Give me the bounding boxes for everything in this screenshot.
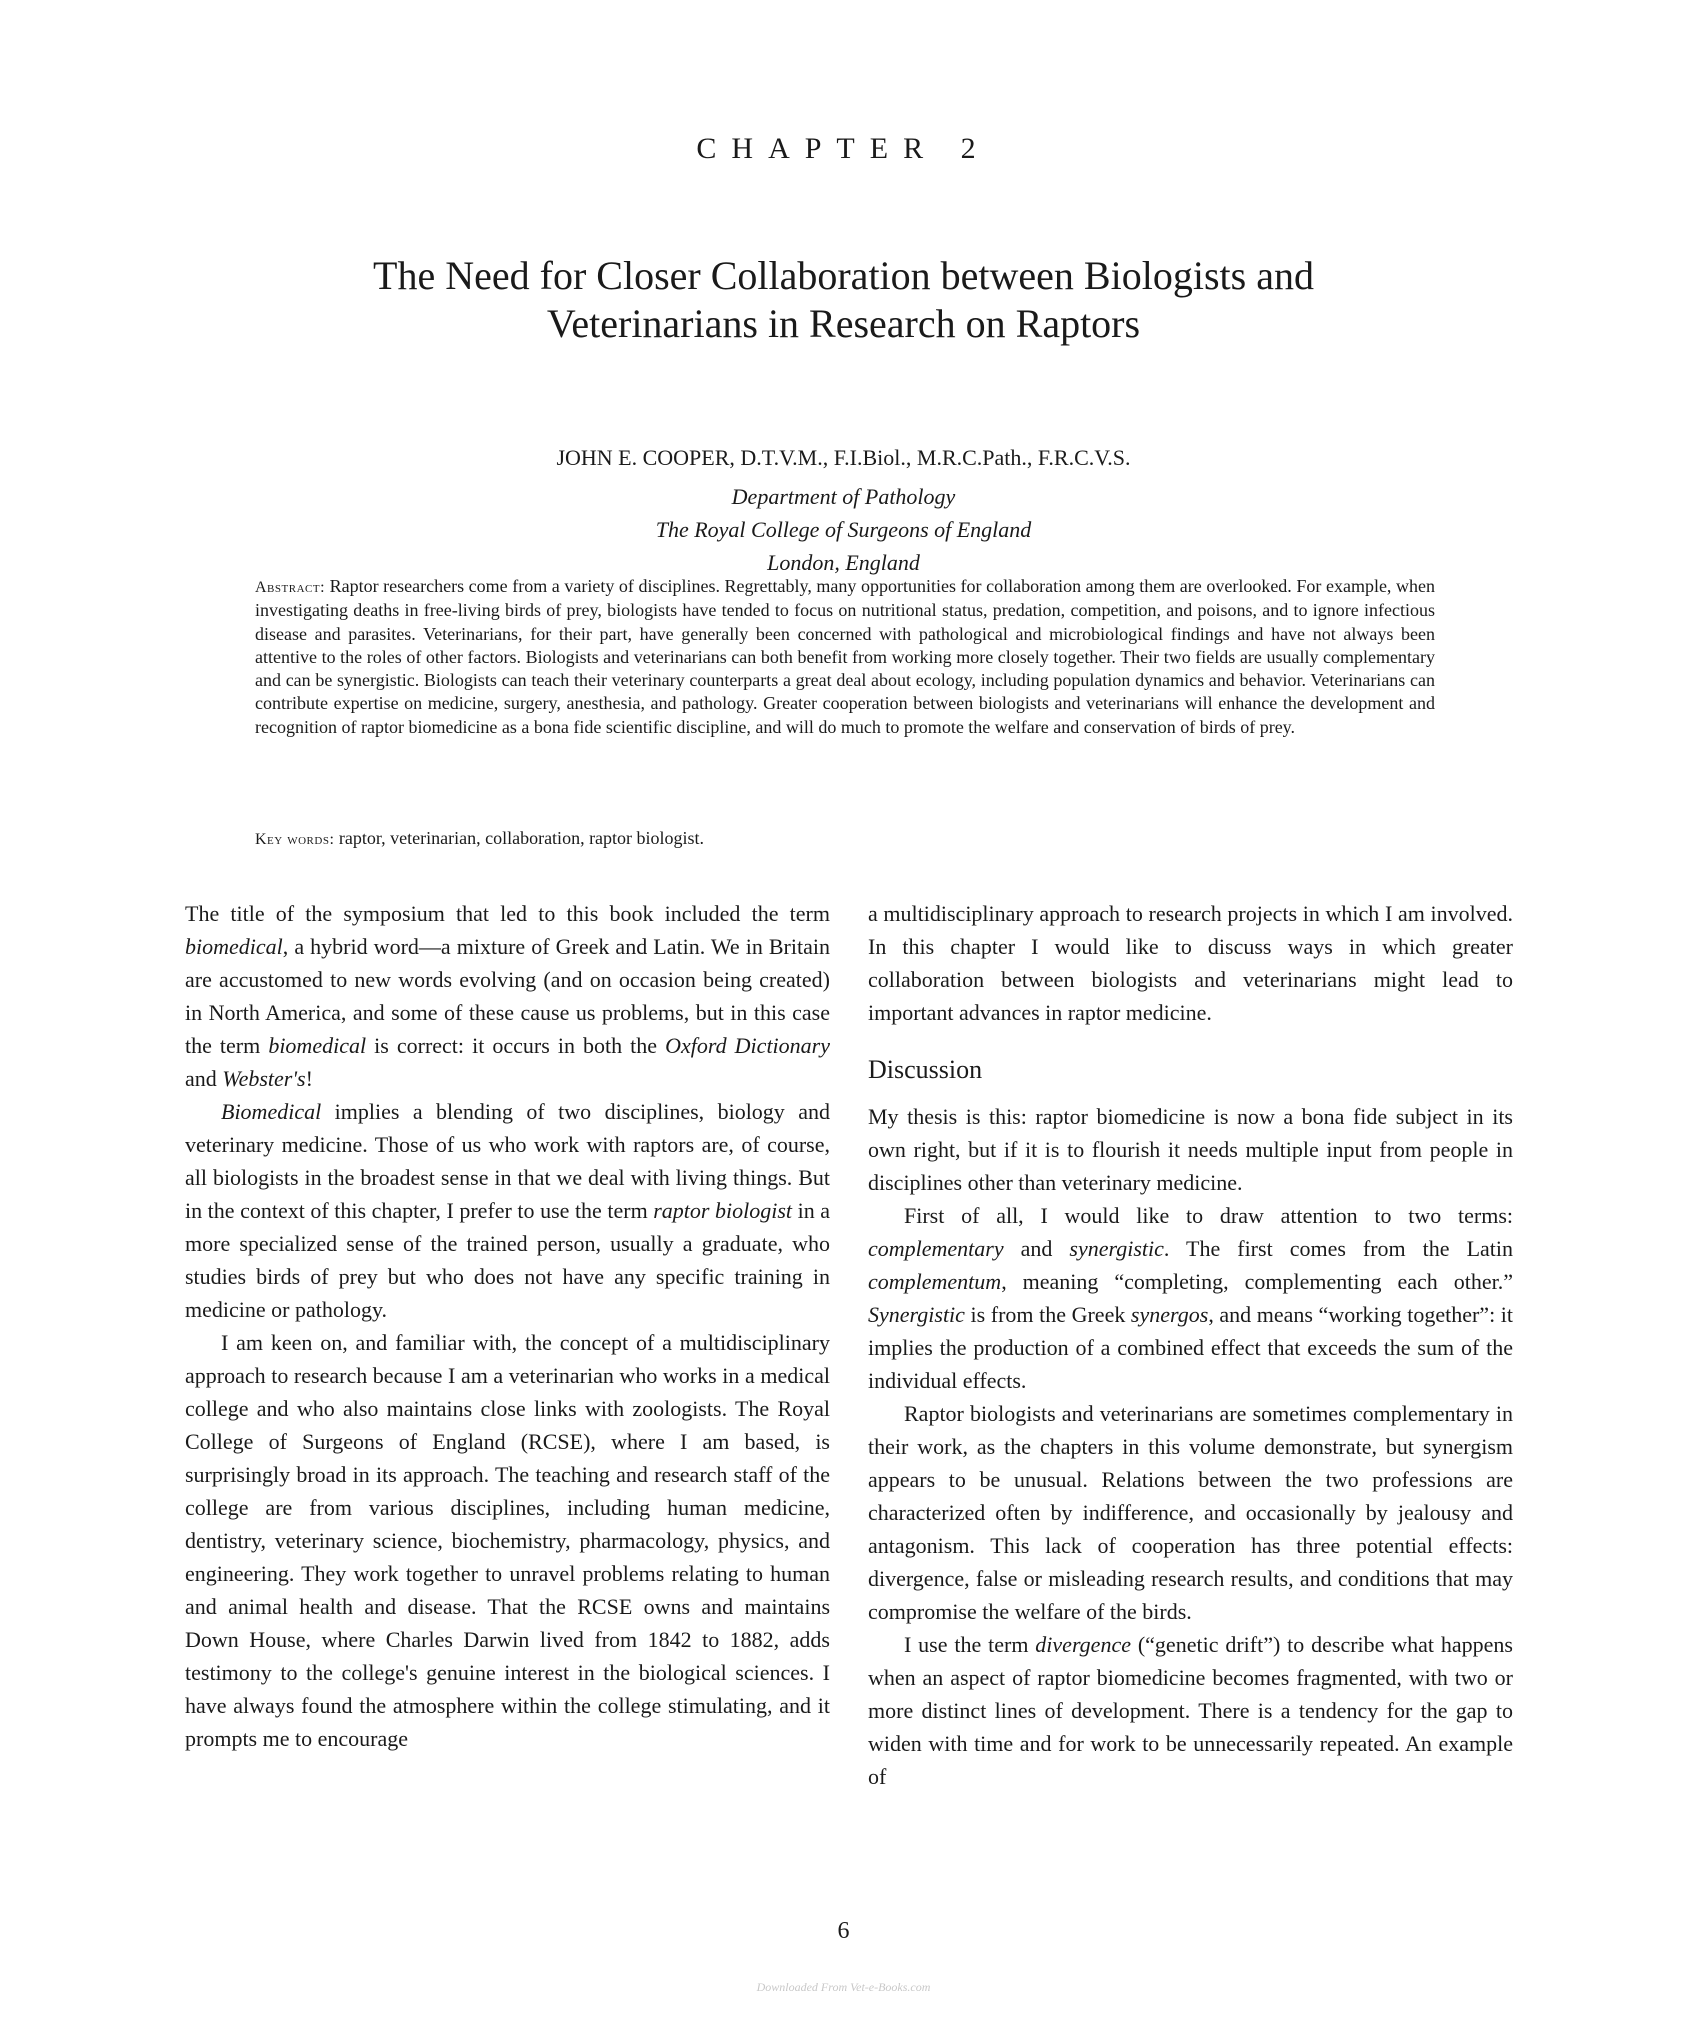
- chapter-title: [200, 252, 1487, 348]
- body-column-left: [185, 897, 830, 1755]
- section-heading-discussion: Discussion: [868, 1055, 983, 1084]
- affiliation-location: London, England: [767, 550, 920, 575]
- abstract: [255, 575, 1435, 739]
- author-name: JOHN E. COOPER, D.T.V.M., F.I.Biol., M.R.C.Path., F.R.C.V.S.: [556, 445, 1131, 470]
- chapter-label: CHAPTER 2: [696, 132, 991, 165]
- paragraph: Biomedical implies a blending of two disciplines, biology and veterinary medicine. Those of us who work with raptors are, of course, all biologists in the broadest sense in that we deal with living things. But in the context of this chapter, I prefer to use the term raptor biologist in a more specialized sense of the trained person, usually a graduate, who studies birds of prey but who does not have any specific training in medicine or pathology.: [185, 1099, 831, 1322]
- affiliation-institution: The Royal College of Surgeons of England: [655, 517, 1032, 542]
- keywords: [255, 827, 1435, 851]
- abstract-text: Raptor researchers come from a variety of disciplines. Regrettably, many opportunities for collaboration among them are overlooked. For example, when investigating deaths in free-living birds of prey, biologists have tended to focus on nutritional status, predation, competition, and poisons, and to ignore infectious disease and parasites. Veterinarians, for their part, have generally been concerned with pathological and microbiological findings and have not always been attentive to the roles of other factors. Biologists and veterinarians can both benefit from working more closely together. Their two fields are usually complementary and can be synergistic. Biologists can teach their veterinary counterparts a great deal about ecology, including population dynamics and behavior. Veterinarians can contribute expertise on medicine, surgery, anesthesia, and pathology. Greater cooperation between biologists and veterinarians will enhance the development and recognition of raptor biomedicine as a bona fide scientific discipline, and will do much to promote the welfare and conservation of birds of prey.: [255, 576, 1435, 737]
- abstract-label: Abstract:: [255, 579, 326, 596]
- affiliation-department: Department of Pathology: [731, 484, 956, 509]
- page-number: 6: [837, 1918, 850, 1944]
- paragraph: My thesis is this: raptor biomedicine is now a bona fide subject in its own right, but if it is to flourish it needs multiple input from people in disciplines other than veterinary medicine.: [868, 1104, 1513, 1195]
- paragraph: Raptor biologists and veterinarians are sometimes complementary in their work, as the chapters in this volume demonstrate, but synergism appears to be unusual. Relations between the two professions are characterized often by indifference, and occasionally by jealousy and antagonism. This lack of cooperation has three potential effects: divergence, false or misleading research results, and conditions that may compromise the welfare of the birds.: [868, 1401, 1513, 1624]
- title-line-1: The Need for Closer Collaboration between Biologists and: [373, 253, 1314, 298]
- keywords-text: raptor, veterinarian, collaboration, raptor biologist.: [338, 828, 705, 848]
- watermark: Downloaded From Vet-e-Books.com: [756, 1980, 931, 1994]
- paragraph: The title of the symposium that led to this book included the term biomedical, a hybrid word—a mixture of Greek and Latin. We in Britain are accustomed to new words evolving (and on occasion being created) in North America, and some of these cause us problems, but in this case the term biomedical is correct: it occurs in both the Oxford Dictionary and Webster's!: [185, 901, 830, 1091]
- paragraph: a multidisciplinary approach to research projects in which I am involved. In this chapter I would like to discuss ways in which greater collaboration between biologists and veterinarians might lead to important advances in raptor medicine.: [868, 901, 1513, 1025]
- author-affiliation: [0, 480, 1687, 579]
- body-column-right: [868, 897, 1513, 1793]
- title-line-2: Veterinarians in Research on Raptors: [546, 301, 1141, 346]
- paragraph: I am keen on, and familiar with, the concept of a multidisciplinary approach to research because I am a veterinarian who works in a medical college and who also maintains close links with zoologists. The Royal College of Surgeons of England (RCSE), where I am based, is surprisingly broad in its approach. The teaching and research staff of the college are from various disciplines, including human medicine, dentistry, veterinary science, biochemistry, pharmacology, physics, and engineering. They work together to unravel problems relating to human and animal health and disease. That the RCSE owns and maintains Down House, where Charles Darwin lived from 1842 to 1882, adds testimony to the college's genuine interest in the biological sciences. I have always found the atmosphere within the college stimulating, and it prompts me to encourage: [185, 1330, 830, 1751]
- paragraph: I use the term divergence (“genetic drift”) to describe what happens when an aspect of raptor biomedicine becomes fragmented, with two or more distinct lines of development. There is a tendency for the gap to widen with time and for work to be unnecessarily repeated. An example of: [868, 1632, 1513, 1789]
- paragraph: First of all, I would like to draw attention to two terms: complementary and synergistic. The first comes from the Latin complementum, meaning “completing, complementing each other.” Synergistic is from the Greek synergos, and means “working together”: it implies the production of a combined effect that exceeds the sum of the individual effects.: [868, 1203, 1513, 1393]
- keywords-label: Key words:: [255, 831, 335, 848]
